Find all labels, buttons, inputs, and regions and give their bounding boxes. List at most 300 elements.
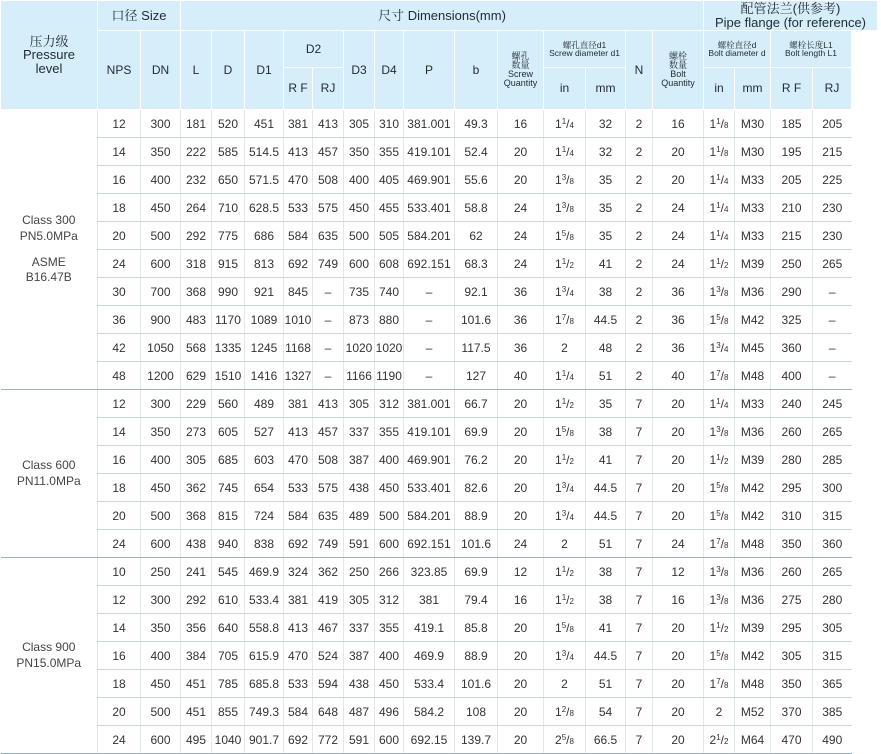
length-rj-cell: 280: [813, 586, 852, 614]
d4-cell: 355: [375, 418, 404, 446]
length-rj-cell: –: [813, 278, 852, 306]
pipe-flange-cn: 配管法兰(供参考): [740, 0, 841, 16]
p-cell: 533.401: [404, 194, 455, 222]
p-cell: –: [404, 362, 455, 390]
length-rf-header: R F: [771, 68, 813, 110]
d3-cell: 487: [344, 698, 375, 726]
d2-rj-cell: 508: [313, 446, 344, 474]
d-cell: 605: [212, 418, 245, 446]
d3-cell: 305: [344, 586, 375, 614]
length-rf-cell: 400: [771, 362, 813, 390]
d2-rj-cell: –: [313, 306, 344, 334]
p-cell: –: [404, 306, 455, 334]
d2-rf-cell: 1168: [284, 334, 313, 362]
d4-cell: 355: [375, 138, 404, 166]
screw-in-cell: $1^1/2$: [544, 586, 586, 614]
b-cell: 101.6: [455, 306, 498, 334]
n-cell: 2: [626, 362, 653, 390]
b-cell: 88.9: [455, 502, 498, 530]
bolt-qty-cell: 24: [653, 194, 704, 222]
d2-rj-cell: 635: [313, 222, 344, 250]
bolt-quantity-cn1: 螺栓: [668, 51, 687, 61]
p-cell: 419.101: [404, 418, 455, 446]
length-rj-cell: 265: [813, 558, 852, 586]
screw-mm-cell: 54: [586, 698, 626, 726]
screw-qty-cell: 24: [498, 250, 544, 278]
d1-cell: 527: [245, 418, 284, 446]
dn-cell: 400: [141, 446, 181, 474]
pressure-class-line: [1, 245, 98, 255]
d2-rf-cell: 381: [284, 110, 313, 138]
screw-in-cell: $1^3/8$: [544, 166, 586, 194]
bolt-mm-cell: M64: [735, 726, 771, 754]
bolt-qty-cell: 20: [653, 642, 704, 670]
nps-cell: 24: [98, 250, 141, 278]
size-header: 口径 Size: [98, 1, 181, 31]
d2-rj-cell: 413: [313, 110, 344, 138]
d2-rf-cell: 584: [284, 222, 313, 250]
screw-qty-cell: 40: [498, 362, 544, 390]
l-cell: 451: [181, 698, 212, 726]
table-row: [1, 726, 878, 754]
d-cell: 685: [212, 446, 245, 474]
bolt-qty-cell: 24: [653, 530, 704, 558]
d2-rj-cell: 772: [313, 726, 344, 754]
bolt-qty-cell: 40: [653, 362, 704, 390]
d1-cell: 451: [245, 110, 284, 138]
length-rf-cell: 350: [771, 530, 813, 558]
table-row: [1, 334, 878, 362]
nps-cell: 36: [98, 306, 141, 334]
screw-qty-cell: 20: [498, 390, 544, 418]
d3-cell: 337: [344, 614, 375, 642]
dn-cell: 500: [141, 222, 181, 250]
screw-mm-cell: 32: [586, 110, 626, 138]
nps-cell: 14: [98, 138, 141, 166]
d4-cell: 880: [375, 306, 404, 334]
d1-cell: 628.5: [245, 194, 284, 222]
d1-cell: 921: [245, 278, 284, 306]
bolt-mm-cell: M30: [735, 110, 771, 138]
d1-cell: 1416: [245, 362, 284, 390]
l-cell: 318: [181, 250, 212, 278]
screw-diameter-en: Screw diameter d1: [549, 48, 620, 58]
nps-cell: 42: [98, 334, 141, 362]
bolt-in-cell: $2^1/2$: [704, 726, 735, 754]
d4-cell: 600: [375, 726, 404, 754]
bolt-quantity-header: [653, 31, 704, 110]
d2-rj-cell: 457: [313, 138, 344, 166]
n-cell: 2: [626, 250, 653, 278]
dn-cell: 450: [141, 474, 181, 502]
bolt-in-cell: $1^3/8$: [704, 586, 735, 614]
dn-cell: 450: [141, 670, 181, 698]
screw-mm-cell: 38: [586, 558, 626, 586]
l-cell: 438: [181, 530, 212, 558]
d2-rf-cell: 845: [284, 278, 313, 306]
d2-rj-cell: 749: [313, 530, 344, 558]
p-cell: 584.201: [404, 502, 455, 530]
p-cell: 584.2: [404, 698, 455, 726]
b-cell: 62: [455, 222, 498, 250]
bolt-qty-cell: 24: [653, 222, 704, 250]
bolt-mm-cell: M39: [735, 446, 771, 474]
bolt-qty-cell: 16: [653, 110, 704, 138]
length-rf-cell: 360: [771, 334, 813, 362]
pressure-class-label: [1, 390, 98, 558]
bolt-mm-cell: M52: [735, 698, 771, 726]
table-row: [1, 698, 878, 726]
length-rj-cell: 365: [813, 670, 852, 698]
bolt-mm-cell: M42: [735, 502, 771, 530]
d4-cell: 355: [375, 614, 404, 642]
screw-diameter-header: [544, 31, 626, 68]
dn-cell: 600: [141, 250, 181, 278]
d3-cell: 735: [344, 278, 375, 306]
screw-mm-cell: 35: [586, 166, 626, 194]
bolt-in-cell: $1^5/8$: [704, 474, 735, 502]
d-cell: 855: [212, 698, 245, 726]
length-rj-header: RJ: [813, 68, 852, 110]
table-row: [1, 390, 878, 418]
nps-cell: 16: [98, 642, 141, 670]
screw-qty-cell: 20: [498, 166, 544, 194]
p-cell: 692.151: [404, 250, 455, 278]
length-rj-cell: 315: [813, 642, 852, 670]
screw-qty-cell: 36: [498, 278, 544, 306]
bolt-mm-cell: M39: [735, 250, 771, 278]
bolt-in-cell: 2: [704, 698, 735, 726]
dn-cell: 600: [141, 530, 181, 558]
bolt-diameter-header: [704, 31, 771, 68]
d2-rj-cell: 749: [313, 250, 344, 278]
l-cell: 241: [181, 558, 212, 586]
d-cell: 560: [212, 390, 245, 418]
d3-cell: 438: [344, 474, 375, 502]
table-row: [1, 474, 878, 502]
bolt-mm-cell: M39: [735, 614, 771, 642]
screw-in-cell: 2: [544, 670, 586, 698]
d2-rj-cell: 467: [313, 614, 344, 642]
d2-rj-cell: –: [313, 362, 344, 390]
screw-mm-cell: 48: [586, 334, 626, 362]
length-rj-cell: 230: [813, 194, 852, 222]
length-rj-cell: –: [813, 334, 852, 362]
bolt-mm-header: mm: [735, 68, 771, 110]
bolt-in-cell: $1^1/4$: [704, 222, 735, 250]
d1-cell: 724: [245, 502, 284, 530]
screw-in-cell: $1^5/8$: [544, 418, 586, 446]
length-rf-cell: 260: [771, 558, 813, 586]
screw-mm-cell: 41: [586, 250, 626, 278]
screw-quantity-en2: Quantity: [503, 78, 538, 88]
table-row: [1, 166, 878, 194]
p-header: P: [404, 31, 455, 110]
b-cell: 79.4: [455, 586, 498, 614]
table-row: [1, 306, 878, 334]
l-cell: 629: [181, 362, 212, 390]
length-rf-cell: 310: [771, 502, 813, 530]
d2-rj-cell: 457: [313, 418, 344, 446]
table-row: [1, 418, 878, 446]
d2-rj-cell: –: [313, 334, 344, 362]
bolt-in-cell: $1^1/2$: [704, 446, 735, 474]
l-cell: 305: [181, 446, 212, 474]
nps-cell: 16: [98, 166, 141, 194]
n-cell: 7: [626, 530, 653, 558]
dn-cell: 400: [141, 642, 181, 670]
table-row: [1, 670, 878, 698]
nps-cell: 24: [98, 726, 141, 754]
pressure-class-line: PN5.0MPa: [19, 228, 78, 243]
b-cell: 108: [455, 698, 498, 726]
d4-cell: 500: [375, 502, 404, 530]
b-cell: 55.6: [455, 166, 498, 194]
screw-mm-cell: 35: [586, 390, 626, 418]
b-cell: 127: [455, 362, 498, 390]
b-cell: 76.2: [455, 446, 498, 474]
d4-cell: 400: [375, 642, 404, 670]
length-rj-cell: –: [813, 306, 852, 334]
length-rj-cell: 315: [813, 502, 852, 530]
p-cell: 381.001: [404, 110, 455, 138]
dn-cell: 350: [141, 418, 181, 446]
d4-cell: 450: [375, 670, 404, 698]
d2-header: D2: [284, 31, 344, 68]
l-cell: 483: [181, 306, 212, 334]
bolt-quantity-cn2: 数量: [668, 60, 687, 70]
table-row: [1, 502, 878, 530]
table-row: [1, 586, 878, 614]
d1-cell: 469.9: [245, 558, 284, 586]
p-cell: 533.401: [404, 474, 455, 502]
bolt-length-cn: 螺栓长度L1: [789, 39, 833, 50]
d3-cell: 250: [344, 558, 375, 586]
b-cell: 68.3: [455, 250, 498, 278]
screw-qty-cell: 12: [498, 558, 544, 586]
d2-rj-cell: 508: [313, 166, 344, 194]
screw-quantity-cn2: 数量: [511, 60, 530, 70]
d-cell: 710: [212, 194, 245, 222]
bolt-qty-cell: 36: [653, 334, 704, 362]
d3-cell: 591: [344, 726, 375, 754]
bolt-mm-cell: M36: [735, 278, 771, 306]
pressure-class-line: PN15.0MPa: [16, 655, 82, 670]
screw-in-cell: $2^5/8$: [544, 726, 586, 754]
d2-rj-cell: 413: [313, 390, 344, 418]
d2-rf-cell: 533: [284, 194, 313, 222]
length-rf-cell: 210: [771, 194, 813, 222]
l-cell: 356: [181, 614, 212, 642]
pressure-class-label: [1, 110, 98, 390]
screw-qty-cell: 24: [498, 194, 544, 222]
nps-cell: 14: [98, 418, 141, 446]
d2-rf-cell: 470: [284, 166, 313, 194]
l-cell: 368: [181, 502, 212, 530]
d2-rj-cell: 362: [313, 558, 344, 586]
bolt-qty-cell: 20: [653, 446, 704, 474]
bolt-diameter-en: Bolt diameter d: [708, 48, 766, 58]
n-cell: 7: [626, 418, 653, 446]
screw-qty-cell: 36: [498, 334, 544, 362]
screw-mm-cell: 51: [586, 670, 626, 698]
d1-cell: 533.4: [245, 586, 284, 614]
screw-mm-cell: 35: [586, 222, 626, 250]
d2-rj-cell: 524: [313, 642, 344, 670]
bolt-in-cell: $1^5/8$: [704, 502, 735, 530]
screw-quantity-cn1: 螺孔: [511, 51, 530, 61]
l-cell: 264: [181, 194, 212, 222]
length-rf-cell: 295: [771, 614, 813, 642]
n-cell: 7: [626, 502, 653, 530]
bolt-in-cell: $1^1/4$: [704, 166, 735, 194]
length-rf-cell: 250: [771, 250, 813, 278]
bolt-in-cell: $1^1/2$: [704, 614, 735, 642]
n-cell: 7: [626, 558, 653, 586]
table-row: [1, 222, 878, 250]
p-cell: 419.1: [404, 614, 455, 642]
dn-cell: 250: [141, 558, 181, 586]
bolt-mm-cell: M33: [735, 390, 771, 418]
d3-cell: 438: [344, 670, 375, 698]
d1-cell: 654: [245, 474, 284, 502]
screw-qty-cell: 20: [498, 614, 544, 642]
d1-header: D1: [245, 31, 284, 110]
d2-rj-cell: 575: [313, 194, 344, 222]
p-cell: 381.001: [404, 390, 455, 418]
bolt-qty-cell: 20: [653, 726, 704, 754]
d1-cell: 813: [245, 250, 284, 278]
screw-in-cell: $1^1/4$: [544, 362, 586, 390]
d2-rj-header: RJ: [313, 68, 344, 110]
d4-cell: 312: [375, 390, 404, 418]
table-row: [1, 278, 878, 306]
nps-header: NPS: [98, 31, 141, 110]
screw-qty-cell: 20: [498, 138, 544, 166]
length-rj-cell: 265: [813, 418, 852, 446]
b-cell: 58.8: [455, 194, 498, 222]
d3-cell: 591: [344, 530, 375, 558]
d3-cell: 387: [344, 642, 375, 670]
d1-cell: 686: [245, 222, 284, 250]
dn-cell: 700: [141, 278, 181, 306]
d-cell: 990: [212, 278, 245, 306]
screw-in-cell: $1^1/2$: [544, 558, 586, 586]
length-rj-cell: 490: [813, 726, 852, 754]
bolt-quantity-en2: Quantity: [661, 78, 695, 88]
d1-cell: 901.7: [245, 726, 284, 754]
bolt-in-cell: $1^5/8$: [704, 642, 735, 670]
d3-header: D3: [344, 31, 375, 110]
p-cell: –: [404, 278, 455, 306]
b-cell: 101.6: [455, 530, 498, 558]
n-cell: 2: [626, 334, 653, 362]
d3-cell: 305: [344, 110, 375, 138]
length-rf-cell: 290: [771, 278, 813, 306]
d-cell: 940: [212, 530, 245, 558]
screw-in-cell: $1^7/8$: [544, 306, 586, 334]
screw-qty-cell: 20: [498, 698, 544, 726]
p-cell: 692.151: [404, 530, 455, 558]
screw-mm-cell: 51: [586, 530, 626, 558]
d2-rj-cell: 575: [313, 474, 344, 502]
d4-cell: 505: [375, 222, 404, 250]
p-cell: 533.4: [404, 670, 455, 698]
length-rj-cell: 265: [813, 250, 852, 278]
pipe-flange-header: [704, 1, 878, 31]
d-cell: 815: [212, 502, 245, 530]
length-rf-cell: 350: [771, 670, 813, 698]
nps-cell: 30: [98, 278, 141, 306]
length-rf-cell: 280: [771, 446, 813, 474]
screw-mm-cell: 66.5: [586, 726, 626, 754]
bolt-in-cell: $1^3/4$: [704, 334, 735, 362]
d1-cell: 489: [245, 390, 284, 418]
table-body: [1, 110, 878, 754]
bolt-qty-cell: 20: [653, 138, 704, 166]
screw-mm-cell: 41: [586, 446, 626, 474]
bolt-mm-cell: M33: [735, 166, 771, 194]
length-rf-cell: 370: [771, 698, 813, 726]
table-row: [1, 530, 878, 558]
length-rf-cell: 205: [771, 166, 813, 194]
d-cell: 785: [212, 670, 245, 698]
d3-cell: 600: [344, 250, 375, 278]
nps-cell: 18: [98, 670, 141, 698]
d2-rf-header: R F: [284, 68, 313, 110]
bolt-length-en: Bolt length L1: [785, 48, 837, 58]
screw-qty-cell: 20: [498, 474, 544, 502]
bolt-qty-cell: 36: [653, 278, 704, 306]
screw-qty-cell: 16: [498, 110, 544, 138]
b-cell: 101.6: [455, 670, 498, 698]
d3-cell: 500: [344, 222, 375, 250]
length-rf-cell: 260: [771, 418, 813, 446]
bolt-qty-cell: 20: [653, 614, 704, 642]
n-cell: 2: [626, 306, 653, 334]
d3-cell: 873: [344, 306, 375, 334]
length-rj-cell: 285: [813, 446, 852, 474]
dn-cell: 300: [141, 390, 181, 418]
bolt-mm-cell: M48: [735, 530, 771, 558]
n-header: N: [626, 31, 653, 110]
table-row: [1, 110, 878, 138]
d4-cell: 400: [375, 446, 404, 474]
d2-rf-cell: 692: [284, 530, 313, 558]
d3-cell: 337: [344, 418, 375, 446]
bolt-in-cell: $1^7/8$: [704, 670, 735, 698]
b-cell: 88.9: [455, 642, 498, 670]
screw-in-cell: $1^1/4$: [544, 138, 586, 166]
d1-cell: 514.5: [245, 138, 284, 166]
pressure-class-line: Class 300: [22, 213, 76, 228]
table-row: [1, 614, 878, 642]
length-rj-cell: 230: [813, 222, 852, 250]
b-cell: 69.9: [455, 558, 498, 586]
nps-cell: 20: [98, 502, 141, 530]
bolt-in-cell: $1^1/8$: [704, 110, 735, 138]
screw-quantity-en1: Screw: [507, 69, 533, 79]
bolt-in-cell: $1^7/8$: [704, 530, 735, 558]
d4-cell: 740: [375, 278, 404, 306]
l-cell: 273: [181, 418, 212, 446]
screw-in-cell: $1^1/2$: [544, 250, 586, 278]
length-rf-cell: 325: [771, 306, 813, 334]
length-rj-cell: 360: [813, 530, 852, 558]
bolt-mm-cell: M42: [735, 474, 771, 502]
d2-rf-cell: 470: [284, 446, 313, 474]
table-header: [1, 1, 878, 110]
